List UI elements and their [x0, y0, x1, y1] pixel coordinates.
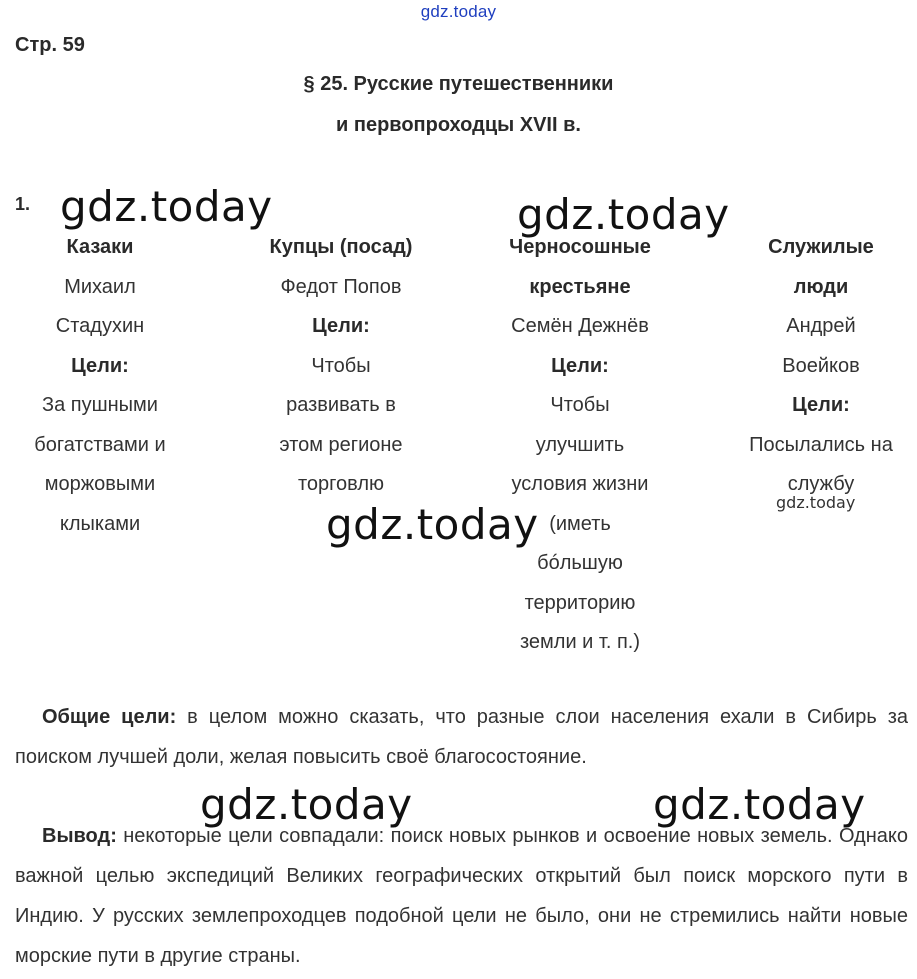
- column-heading: Черносошные: [509, 236, 651, 258]
- column-heading: Служилые: [768, 236, 874, 258]
- goals-label: Цели:: [71, 354, 129, 377]
- column-line: бóльшую: [537, 552, 623, 574]
- column-heading: Купцы (посад): [269, 236, 413, 258]
- column-line: клыками: [59, 512, 141, 535]
- column-line: торговлю: [298, 473, 384, 495]
- watermark-large: gdz.today: [326, 500, 539, 549]
- column-line: Семён Дежнёв: [511, 315, 649, 337]
- page-number: Стр. 59: [15, 34, 85, 56]
- column-line: службу: [787, 473, 855, 495]
- column-line: территорию: [524, 591, 636, 614]
- conclusion-label: Вывод:: [42, 825, 117, 847]
- watermark-large: gdz.today: [653, 780, 866, 829]
- section-title-line2: и первопроходцы XVII в.: [336, 114, 581, 136]
- goals-label: Цели:: [792, 394, 850, 416]
- watermark-large: gdz.today: [200, 780, 413, 829]
- column-line: Стадухин: [55, 315, 145, 337]
- column-line: улучшить: [535, 433, 625, 456]
- column-line: Федот Попов: [280, 275, 402, 298]
- column-line: земли и т. п.): [519, 631, 641, 653]
- watermark-large: gdz.today: [60, 182, 273, 231]
- column-merchants: [251, 228, 431, 505]
- conclusion-text: некоторые цели совпадали: поиск новых рынков и освоение новых земель. Однако важной целью экспедиций Великих географических открытий был поиск морского пути в Индию. У русских землепроходцев подобной цели не было, они не стремились найти новые морские пути в другие страны.: [15, 825, 908, 967]
- column-line: За пушными: [42, 394, 158, 416]
- column-line: Чтобы: [550, 394, 610, 416]
- column-peasants: [490, 228, 670, 663]
- column-line: Посылались на: [749, 433, 893, 456]
- column-cossacks: [10, 228, 190, 544]
- watermark-small: gdz.today: [776, 493, 856, 512]
- task-number: 1.: [15, 194, 31, 214]
- column-line: Андрей: [786, 315, 856, 337]
- column-line: этом регионе: [279, 433, 403, 456]
- common-goals-label: Общие цели:: [42, 706, 177, 728]
- column-line: богатствами и: [34, 433, 166, 456]
- column-heading: Казаки: [66, 236, 134, 258]
- column-heading: люди: [793, 275, 849, 298]
- column-line: Чтобы: [311, 354, 371, 377]
- common-goals-paragraph: [15, 697, 908, 777]
- common-goals-text: в целом можно сказать, что разные слои населения ехали в Сибирь за поиском лучшей доли, желая повысить своё благосостояние.: [15, 706, 908, 768]
- column-line: Михаил: [64, 275, 136, 298]
- goals-label: Цели:: [551, 354, 609, 377]
- goals-label: Цели:: [312, 315, 370, 337]
- watermark-large: gdz.today: [517, 190, 730, 239]
- column-line: условия жизни: [511, 473, 649, 495]
- column-line: моржовыми: [44, 473, 156, 495]
- column-line: развивать в: [286, 394, 396, 416]
- column-line: Воейков: [782, 354, 860, 377]
- column-servicemen: [731, 228, 911, 505]
- column-line: (иметь: [549, 512, 611, 535]
- watermark-top: gdz.today: [420, 2, 497, 21]
- section-title-line1: § 25. Русские путешественники: [303, 73, 614, 95]
- column-heading: крестьяне: [529, 275, 631, 298]
- conclusion-paragraph: [15, 816, 908, 976]
